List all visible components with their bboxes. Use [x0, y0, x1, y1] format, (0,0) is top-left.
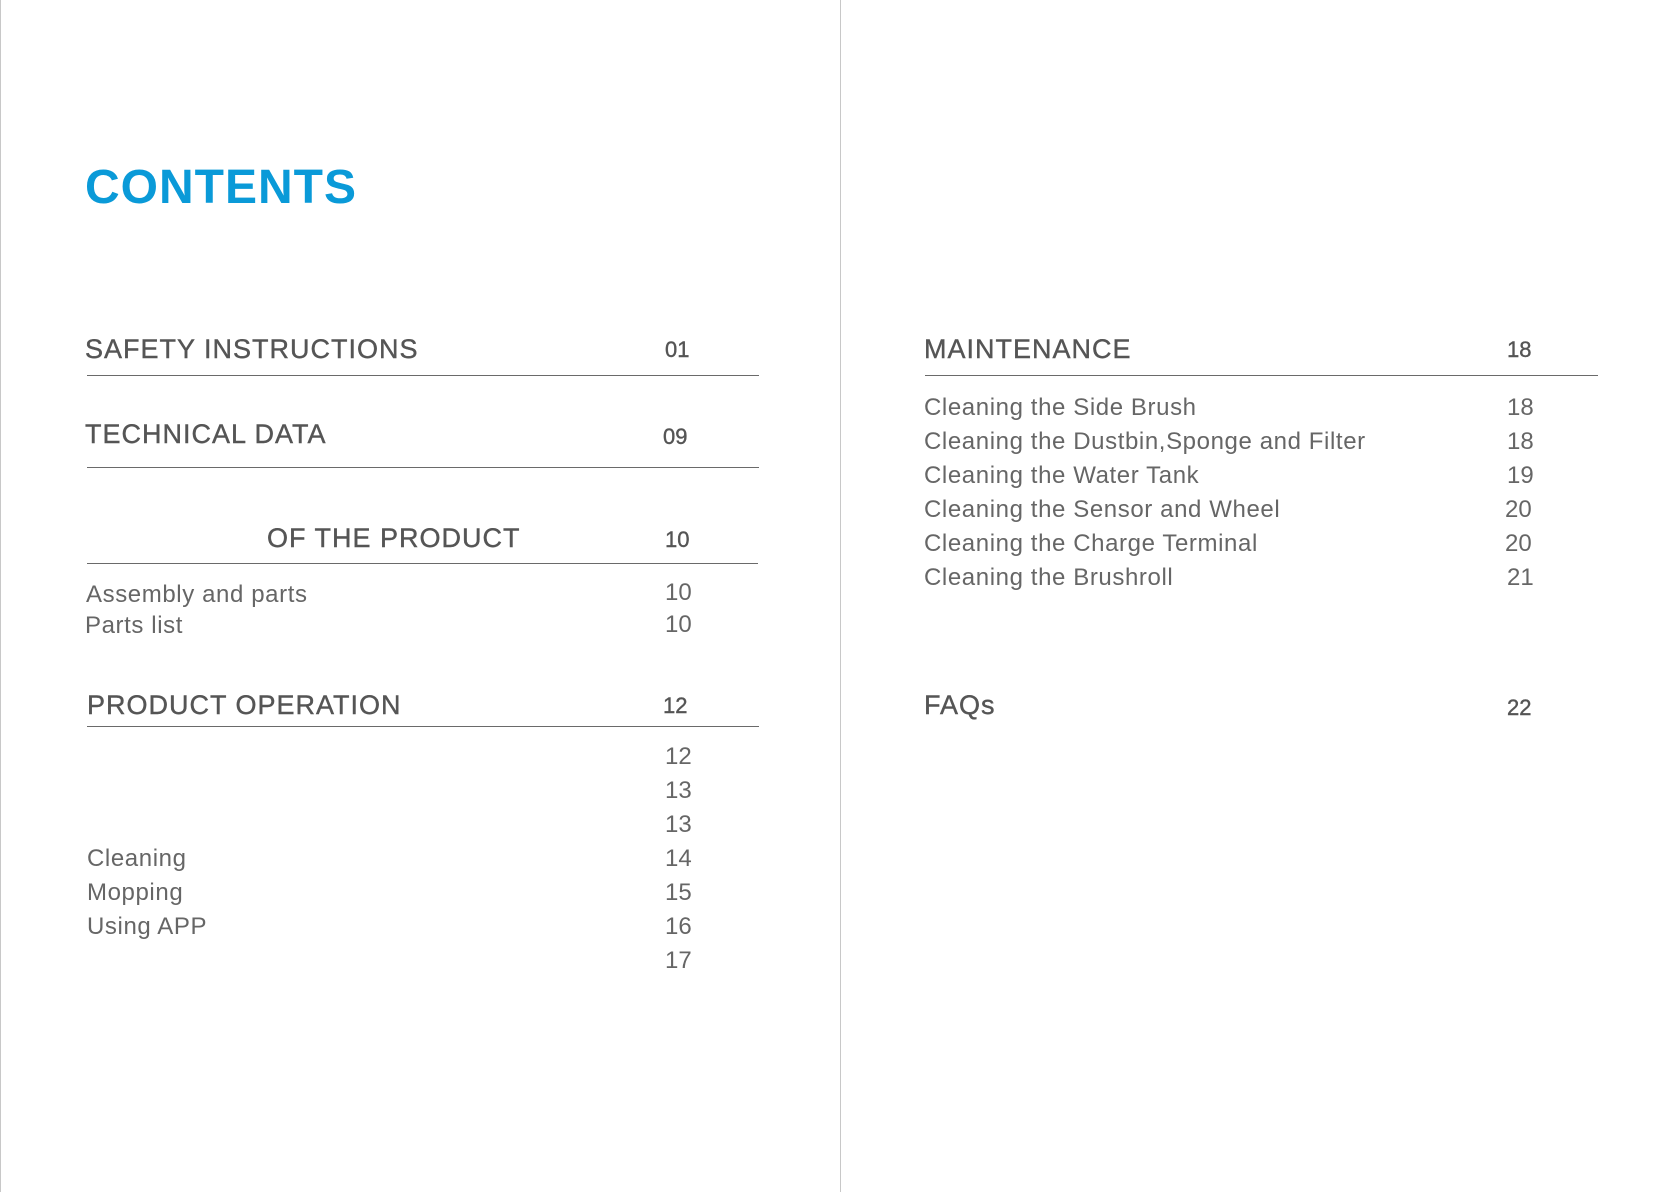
toc-item-page: 20 — [1505, 530, 1532, 557]
section-page-number: 22 — [1507, 695, 1532, 720]
section-page-number: 09 — [663, 424, 688, 449]
toc-item-label: Cleaning the Sensor and Wheel — [924, 496, 1281, 523]
section-title: TECHNICAL DATA — [85, 419, 327, 449]
toc-item-page: 13 — [665, 811, 692, 838]
toc-item-page: 14 — [665, 845, 692, 872]
toc-item-label: Mopping — [87, 879, 184, 906]
toc-item-label: Parts list — [85, 612, 184, 639]
toc-item-page: 12 — [665, 743, 692, 770]
toc-item-page: 15 — [665, 879, 692, 906]
toc-item-page: 13 — [665, 777, 692, 804]
toc-item-label: Cleaning the Water Tank — [924, 462, 1200, 489]
toc-item-page: 17 — [665, 947, 692, 974]
section-title: MAINTENANCE — [924, 334, 1132, 364]
toc-item-page: 20 — [1505, 496, 1532, 523]
right-page — [841, 0, 1678, 1191]
toc-item-page: 10 — [665, 611, 692, 638]
toc-item-page: 18 — [1507, 394, 1534, 421]
toc-item-page: 19 — [1507, 462, 1534, 489]
section-title: SAFETY INSTRUCTIONS — [85, 334, 419, 364]
section-page-number: 10 — [665, 527, 690, 552]
section-title: OF THE PRODUCT — [267, 523, 521, 553]
page-title: CONTENTS — [85, 161, 357, 214]
section-page-number: 01 — [665, 337, 690, 362]
section-divider — [87, 726, 759, 727]
toc-item-label: Cleaning the Dustbin,Sponge and Filter — [924, 428, 1366, 455]
toc-item-label: Cleaning the Side Brush — [924, 394, 1197, 421]
toc-item-page: 21 — [1507, 564, 1534, 591]
toc-item-label: Assembly and parts — [86, 581, 308, 608]
toc-item-page: 18 — [1507, 428, 1534, 455]
section-divider — [87, 563, 758, 564]
section-page-number: 18 — [1507, 337, 1532, 362]
toc-item-label: Cleaning — [87, 845, 187, 872]
toc-item-label: Cleaning the Brushroll — [924, 564, 1174, 591]
section-title: FAQs — [924, 690, 996, 720]
toc-item-page: 16 — [665, 913, 692, 940]
section-divider — [87, 467, 759, 468]
toc-item-label: Using APP — [87, 913, 208, 940]
section-page-number: 12 — [663, 693, 688, 718]
section-divider — [87, 375, 759, 376]
toc-item-label: Cleaning the Charge Terminal — [924, 530, 1258, 557]
section-divider — [925, 375, 1598, 376]
section-title: PRODUCT OPERATION — [87, 690, 402, 720]
toc-item-page: 10 — [665, 579, 692, 606]
